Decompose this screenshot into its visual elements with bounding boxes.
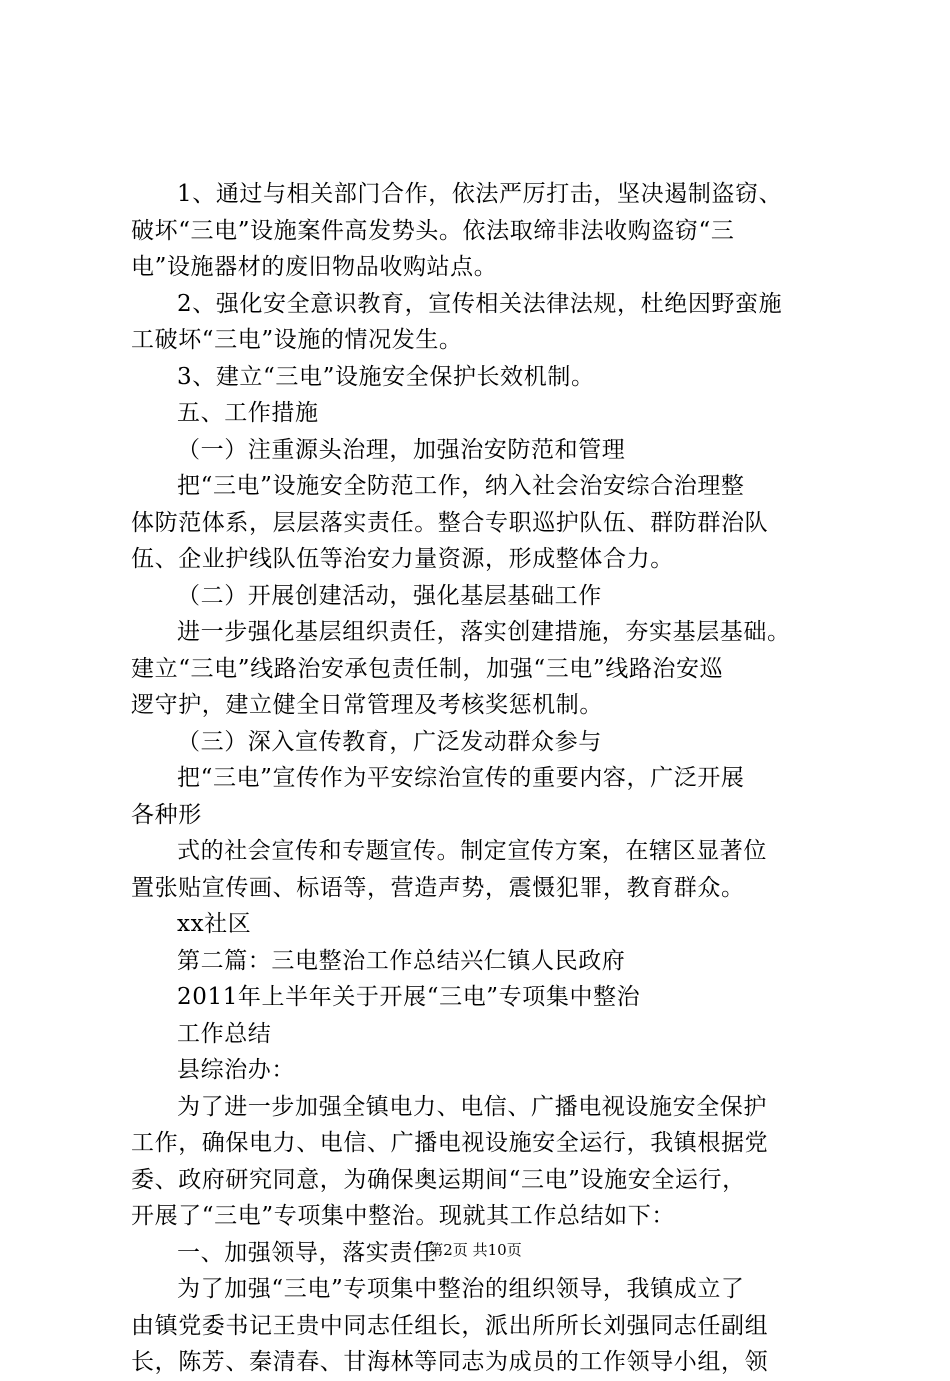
text-line: 破坏“三电”设施案件高发势头。依法取缔非法收购盗窃“三 (131, 217, 735, 244)
text-line: 工破坏“三电”设施的情况发生。 (131, 327, 463, 353)
text-line: 3、建立“三电”设施安全保护长效机制。 (177, 363, 595, 390)
page-footer (0, 1240, 950, 1260)
text-line: 工作，确保电力、电信、广播电视设施安全运行，我镇根据党 (131, 1130, 769, 1156)
text-line: 电”设施器材的废旧物品收购站点。 (131, 254, 498, 280)
text-line: 为了加强“三电”专项集中整治的组织领导，我镇成立了 (177, 1276, 745, 1302)
text-line: 把“三电”设施安全防范工作，纳入社会治安综合治理整 (177, 473, 745, 499)
addressee: 县综治办： (177, 1057, 295, 1083)
text-line: 逻守护，建立健全日常管理及考核奖惩机制。 (131, 692, 603, 718)
text-line: 进一步强化基层组织责任，落实创建措施，夯实基层基础。 (177, 619, 791, 645)
section-heading: 五、工作措施 (177, 400, 319, 426)
page-number: 第2页 共10页 (428, 1241, 522, 1259)
text-line: 1、通过与相关部门合作，依法严厉打击，坚决遏制盗窃、 (177, 181, 783, 207)
text-line: 各种形 (131, 801, 202, 828)
text-line: 长，陈芳、秦清春、甘海林等同志为成员的工作领导小组，领 (131, 1349, 769, 1375)
text-line: 为了进一步加强全镇电力、电信、广播电视设施安全保护 (177, 1093, 767, 1120)
section-heading: 一、加强领导，落实责任 (177, 1239, 437, 1266)
text-line: 式的社会宣传和专题宣传。制定宣传方案，在辖区显著位 (177, 838, 767, 864)
subsection-heading: （二）开展创建活动，强化基层基础工作 (177, 582, 602, 609)
text-line: 置张贴宣传画、标语等，营造声势，震慑犯罪，教育群众。 (131, 874, 745, 901)
text-line: 建立“三电”线路治安承包责任制，加强“三电”线路治安巡 (131, 655, 724, 682)
text-line: 由镇党委书记王贵中同志任组长，派出所所长刘强同志任副组 (131, 1312, 769, 1339)
subsection-heading: （三）深入宣传教育，广泛发动群众参与 (177, 728, 602, 755)
document-title: 工作总结 (177, 1020, 272, 1047)
text-line: 委、政府研究同意，为确保奥运期间“三电”设施安全运行， (131, 1166, 746, 1193)
signature-line: xx社区 (177, 911, 252, 937)
text-line: 开展了“三电”专项集中整治。现就其工作总结如下： (131, 1203, 675, 1229)
text-line: 2、强化安全意识教育，宣传相关法律法规，杜绝因野蛮施 (177, 290, 783, 317)
subsection-heading: （一）注重源头治理，加强治安防范和管理 (177, 436, 626, 463)
text-line: 体防范体系，层层落实责任。整合专职巡护队伍、群防群治队 (131, 509, 769, 536)
chapter-heading: 第二篇：三电整治工作总结兴仁镇人民政府 (177, 947, 626, 974)
text-line: 伍、企业护线队伍等治安力量资源，形成整体合力。 (131, 546, 674, 572)
text-line: 把“三电”宣传作为平安综治宣传的重要内容，广泛开展 (177, 765, 745, 791)
document-title: 2011年上半年关于开展“三电”专项集中整治 (177, 984, 641, 1010)
document-body (131, 176, 831, 1381)
